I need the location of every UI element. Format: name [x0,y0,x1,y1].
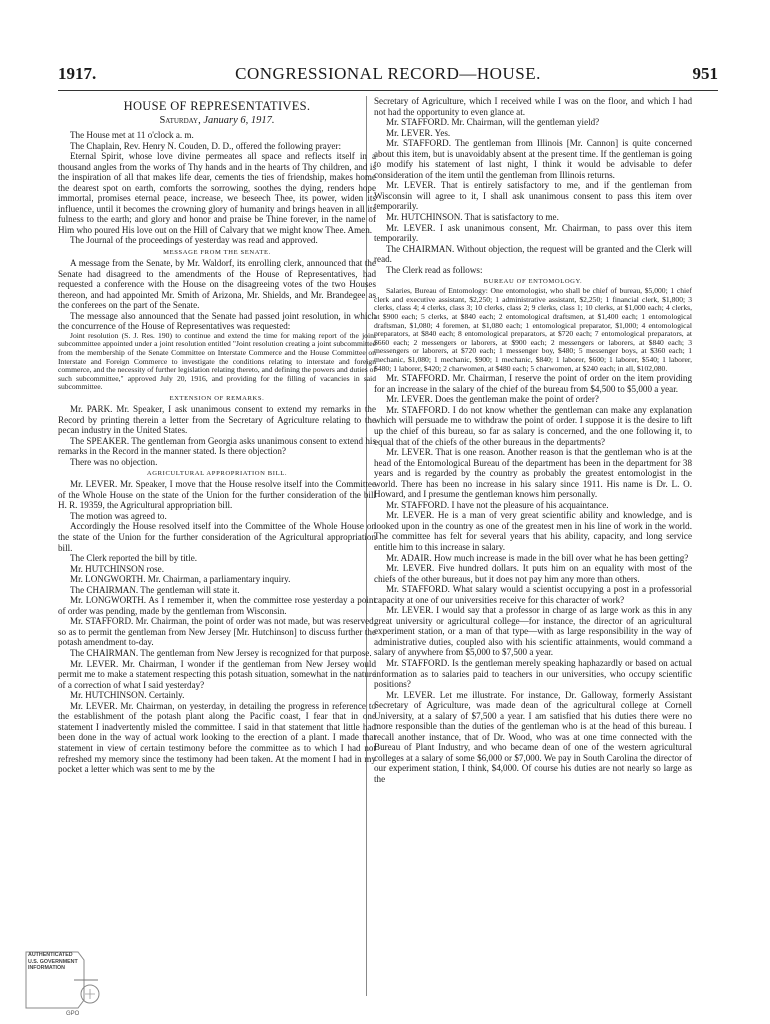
paragraph: The Journal of the proceedings of yesterday was read and approved. [70,235,318,246]
prayer: Eternal Spirit, whose love divine permeates all space and reflects itself in a thousand angles from the works of Thy hands and in the hearts of Thy children, and is the inspiration of all that makes life dear, cements the ties of friendship, makes home the dearest spot on earth, comforts the sorrowing, soothes the dying, renders hope immortal, promises eternal peace, increase, we beseech Thee, its power, widen its influence, until it becomes the crowning glory of humanity and brings heaven in all its fulness to the earth; and glory and honor and praise be Thine forever, in the name of Him who poured His love out on the Hill of Calvary that we might know Thee. Amen. [58,151,376,235]
paragraph: Mr. LEVER. Mr. Speaker, I move that the House resolve itself into the Committee of the Whole House on the state of the Union for the further consideration of the bill H. R. 19359, the Agricultural appropriation bill. [58,479,376,511]
session-date [58,114,376,128]
gpo-authentication-seal [22,950,102,1010]
section-heading: AGRICULTURAL APPROPRIATION BILL. [146,470,288,478]
paragraph: Mr. STAFFORD. What salary would a scientist occupying a post in a professorial capacity at one of our universities receive for this character of work? [374,584,692,605]
paragraph: The CHAIRMAN. The gentleman will state it. [70,584,240,595]
paragraph: There was no objection. [70,456,158,467]
paragraph: Mr. HUTCHINSON. That is satisfactory to me. [386,212,559,223]
paragraph: The motion was agreed to. [70,510,167,521]
paragraph: The Clerk reported the bill by title. [70,553,198,564]
house-title: HOUSE OF REPRESENTATIVES. [123,99,311,113]
seal-line: AUTHENTICATED [28,952,73,958]
paragraph: Mr. LEVER. Mr. Chairman, on yesterday, in detailing the progress in reference to the establishment of the potash plant along the Pacific coast, I fear that in one statement I inadvertently misled the committee. I said in that statement that little had been done in the way of actual work looking to the erection of a plant. I made that statement in view of certain testimony before the committee as to which I had not refreshed my memory since the testimony had been taken. At the moment I had in my pocket a letter which was sent to me by the [58,700,376,775]
paragraph: The Chaplain, Rev. Henry N. Couden, D. D., offered the following prayer: [70,140,341,151]
paragraph: The Clerk read as follows: [386,264,483,275]
paragraph: Mr. LEVER. I would say that a professor in charge of as large work as this in any great university or agricultural college—for instance, the director of an agricultural experiment station, or a man of that type—with as large responsibility in the way of administrative duties, coupled also with his scientific attainments, would command a salary of anywhere from $5,000 to $7,500 a year. [374,605,692,658]
session-date-text: January 6, 1917. [203,115,275,126]
paragraph: Mr. STAFFORD. I have not the pleasure of his acquaintance. [386,499,609,510]
paragraph: Mr. PARK. Mr. Speaker, I ask unanimous consent to extend my remarks in the Record by printing therein a letter from the Secretary of Agriculture relating to the pecan industry in the United States. [58,404,376,436]
paragraph: Mr. STAFFORD. The gentleman from Illinois [Mr. Cannon] is quite concerned about this item, but is unavoidably absent at the present time. If the gentleman is going to modify his statement of last night, I think it would be advisable to defer consideration of the item until the gentleman from Illinois returns. [374,138,692,180]
header-page-number: 951 [692,64,718,83]
paragraph: Accordingly the House resolved itself into the Committee of the Whole House on the state of the Union for the further consideration of the Agricultural appropriation bill. [58,521,376,553]
paragraph: Mr. LEVER. Let me illustrate. For instance, Dr. Galloway, formerly Assistant Secretary of Agriculture, was made dean of the agricultural college at Cornell University, at a salary of $7,500 a year. I am satisfied that his duties there were no more responsible than the duties of the gentleman who is at the head of this bureau. I recall another instance, that of Dr. Wood, who was at one time connected with the Bureau of Plant Industry, and who became dean of one of the western agricultural colleges at a salary of some $6,000 or $7,000. We pay in South Carolina the director of our experiment station, I think, $4,000. Of course his duties are not nearly so large as the [374,689,692,785]
paragraph: Mr. LEVER. Mr. Chairman, I wonder if the gentleman from New Jersey would permit me to make a statement respecting this potash situation, somewhat in the nature of a correction of what I said yesterday? [58,658,376,690]
paragraph: The CHAIRMAN. Without objection, the request will be granted and the Clerk will read. [374,243,692,265]
paragraph: Mr. LEVER. He is a man of very great scientific ability and knowledge, and is looked upon in the country as one of the greatest men in his line of work in the world. The committee has felt for several years that his ability, capacity, and long service entitle him to this increase in salary. [374,510,692,552]
paragraph: Mr. LEVER. I ask unanimous consent, Mr. Chairman, to pass over this item temporarily. [374,222,692,244]
header-title: CONGRESSIONAL RECORD—HOUSE. [235,64,541,83]
paragraph: Mr. STAFFORD. Is the gentleman merely speaking haphazardly or based on actual information as to salaries paid to teachers in our universities, who occupy scientific positions? [374,658,692,690]
section-heading: MESSAGE FROM THE SENATE. [163,249,271,257]
paragraph: Mr. ADAIR. How much increase is made in the bill over what he has been getting? [386,552,689,563]
header-rule [58,90,718,91]
seal-text [28,952,88,972]
section-heading: EXTENSION OF REMARKS. [169,395,265,402]
section-heading: BUREAU OF ENTOMOLOGY. [483,278,583,286]
paragraph: Mr. LEVER. Yes. [386,127,451,138]
paragraph: The House met at 11 o'clock a. m. [70,130,194,140]
session-day: Saturday, [159,115,201,126]
joint-resolution: Joint resolution (S. J. Res. 190) to continue and extend the time for making report of the joint subcommittee appointed under a joint resolution entitled "Joint resolution creating a joint subcommittee from the membership of the Senate Committee on Interstate Commerce and the House Committee on Interstate and Foreign Commerce to investigate the conditions relating to interstate and foreign commerce, and the necessity of further legislation relating thereto, and defining the powers and duties of such subcommittee," approved July 20, 1916, and providing for the filling of vacancies in said subcommittee. [58,330,376,392]
page-header [58,64,718,86]
header-year: 1917. [58,64,97,83]
paragraph: Mr. LEVER. Five hundred dollars. It puts him on an equality with most of the chiefs of the other bureaus, but it does not pay him any more than others. [374,563,692,584]
paragraph: A message from the Senate, by Mr. Waldorf, its enrolling clerk, announced that the Senate had disagreed to the amendments of the House of Representatives, had requested a conference with the House on the disagreeing votes of the two Houses thereon, and had appointed Mr. Smith of Arizona, Mr. Shields, and Mr. Brandegee as the conferees on the part of the Senate. [58,258,376,311]
paragraph: Mr. LEVER. Does the gentleman make the point of order? [386,394,599,405]
paragraph: Mr. LEVER. That is one reason. Another reason is that the gentleman who is at the head of the Entomological Bureau of the department has been in the department for 38 years and is regarded by the country as probably the greatest entomologist in the world. There has been no increase in his salary since 1911. His name is Dr. L. O. Howard, and I presume the gentleman knows him personally. [374,447,692,500]
paragraph: The message also announced that the Senate had passed joint resolution, in which the concurrence of the House of Representatives was requested: [58,310,376,332]
paragraph: Mr. HUTCHINSON rose. [70,563,164,574]
paragraph: Mr. STAFFORD. Mr. Chairman, I reserve the point of order on the item providing for an increase in the salary of the chief of the bureau from $4,500 to $5,000 a year. [374,373,692,394]
seal-line: U.S. GOVERNMENT [28,958,78,965]
paragraph: Mr. STAFFORD. Mr. Chairman, the point of order was not made, but was reserved, so as to permit the gentleman from New Jersey [Mr. Hutchinson] to discuss further the potash amendment to-day. [58,616,376,648]
paragraph: Mr. LONGWORTH. As I remember it, when the committee rose yesterday a point of order was pending, made by the gentleman from Wisconsin. [58,595,376,616]
paragraph: Secretary of Agriculture, which I received while I was on the floor, and which I had not had the opportunity to even glance at. [374,96,692,117]
paragraph: Mr. LEVER. That is entirely satisfactory to me, and if the gentleman from Wisconsin will agree to it, I shall ask unanimous consent to pass this item over temporarily. [374,180,692,212]
paragraph: Mr. STAFFORD. Mr. Chairman, will the gentleman yield? [386,117,600,128]
paragraph: The CHAIRMAN. The gentleman from New Jersey is recognized for that purpose. [70,648,372,659]
paragraph: Mr. STAFFORD. I do not know whether the gentleman can make any explanation which will persuade me to withdraw the point of order. I suppose it is the desire to lift up the chief of this bureau, so far as salary is concerned, and the one following it, to equal that of the chiefs of the other bureaus in the departments? [374,404,692,447]
paragraph: Mr. HUTCHINSON. Certainly. [70,690,185,701]
paragraph: Mr. LONGWORTH. Mr. Chairman, a parliamentary inquiry. [70,574,291,585]
salaries-item: Salaries, Bureau of Entomology: One entomologist, who shall be chief of bureau, $5,000; 1 chief clerk and executive assistant, $2,250; 1 administrative assistant, $2,250; 1 financial clerk, $1,800; 3 clerks, class 4; 4 clerks, class 3; 10 clerks, class 2; 9 clerks, class 1; 10 clerks, at $1,000 each; 4 clerks, at $900 each; 5 clerks, at $840 each; 2 entomological draftsmen, at $1,400 each; 1 entomological draftsman, $1,080; 4 foremen, at $1,080 each; 1 entomological preparator, $1,000; 4 entomological preparators, at $840 each; 8 entomological preparators, at $720 each; 7 entomological preparators, at $660 each; 2 messengers or laborers, at $900 each; 2 messengers or laborers, at $840 each; 3 messengers or laborers, at $720 each; 1 messenger boy, $480; 5 messenger boys, at $360 each; 1 mechanic, $1,080; 1 mechanic, $900; 1 mechanic, $840; 1 laborer, $600; 1 laborer, $540; 1 laborer, $480; 1 laborer, $420; 2 charwomen, at $480 each; 5 charwomen, at $240 each; in all, $102,080. [374,286,692,373]
right-column [374,96,692,996]
left-column [58,96,376,996]
seal-gpo-label: GPO [66,1011,80,1017]
seal-line: INFORMATION [28,965,65,971]
paragraph: The SPEAKER. The gentleman from Georgia asks unanimous consent to extend his remarks in the Record in the manner stated. Is there objection? [58,435,376,457]
